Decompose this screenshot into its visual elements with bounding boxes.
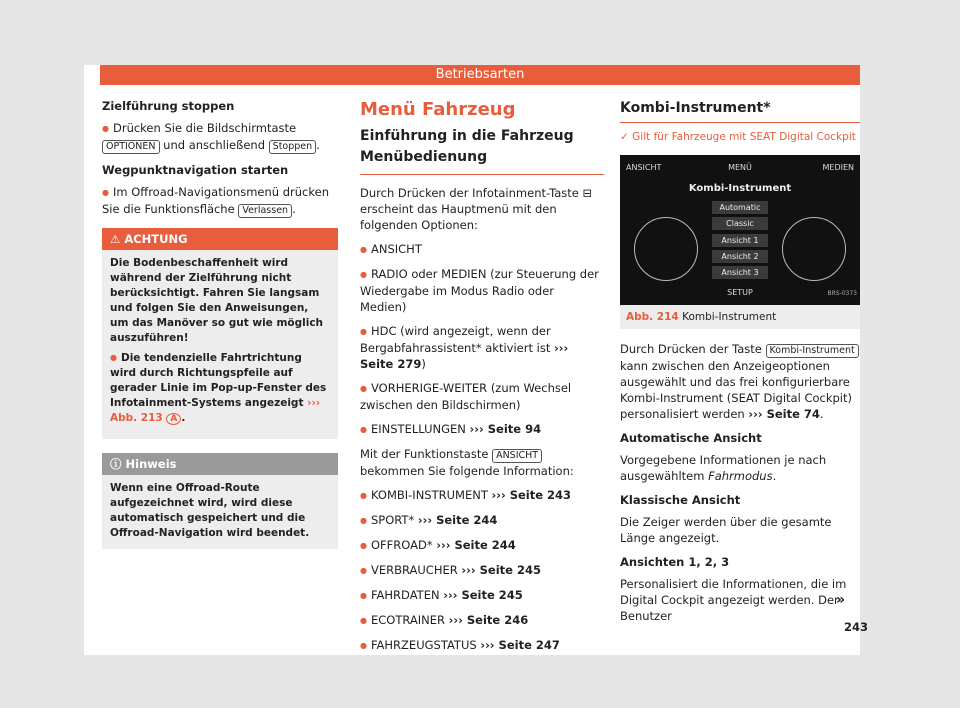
bullet-icon	[360, 613, 371, 627]
bullet-icon	[360, 563, 371, 577]
heading-vehicle-menu: Menü Fahrzeug	[360, 99, 516, 120]
bullet-icon	[360, 381, 371, 395]
page-link[interactable]: ››› Seite 246	[448, 613, 529, 627]
screen-setup: SETUP	[727, 288, 753, 297]
warning-body	[102, 250, 338, 439]
bullet-icon	[360, 267, 371, 281]
bullet-icon	[102, 121, 113, 135]
warning-text-2: ● Die tendenzielle Fahrtrichtung wird durch Richtungspfeile auf gerader Linie im Pop-up-Fenster des Infotainment-Systems angezeigt ››› Abb. 213 A .	[110, 350, 330, 427]
hint-body: Wenn eine Offroad-Route aufgezeichnet wird, wird diese automatisch gespeichert und die Offroad-Navigation wird beendet.	[102, 475, 338, 549]
subheading-views: Ansichten 1, 2, 3	[620, 555, 730, 569]
option-einstellungen: ● EINSTELLUNGEN ››› Seite 94	[360, 421, 604, 438]
bullet-icon	[360, 422, 371, 436]
screen-menu-item: Classic	[712, 217, 768, 230]
figure-code: BRS-0373	[827, 290, 857, 297]
hint-box	[102, 453, 338, 549]
list-item: ● OFFROAD* ››› Seite 244	[360, 537, 604, 554]
subheading-waypoint: Wegpunktnavigation starten	[102, 163, 289, 177]
figure-link[interactable]: ››› Abb. 213	[110, 397, 321, 424]
figure-number: Abb. 214	[626, 311, 679, 323]
subheading-auto: Automatische Ansicht	[620, 431, 762, 445]
page-number: 243	[843, 620, 868, 634]
bullet-icon	[102, 185, 113, 199]
views-paragraph: Personalisiert die Informationen, die im Digital Cockpit angezeigt werden. Der Benutzer	[620, 577, 847, 623]
option-radio: ● RADIO oder MEDIEN (zur Steuerung der Wiedergabe im Modus Radio oder Medien)	[360, 266, 604, 315]
hint-title: ⓘ Hinweis	[102, 453, 338, 475]
right-gauge-icon	[782, 217, 846, 281]
column-1	[102, 98, 338, 549]
subheading-stop: Zielführung stoppen	[102, 99, 235, 113]
subheading-classic: Klassische Ansicht	[620, 493, 741, 507]
kombi-paragraph: Durch Drücken der Taste Kombi-Instrument kann zwischen den Anzeigeoptionen ausgewählt und das frei konfigurierbare Kombi-Instrument (SEAT Digital Cockpit) personalisiert werden ››› Seite 74.	[620, 341, 860, 422]
auto-paragraph: Vorgegebene Informationen je nach ausgewähltem Fahrmodus.	[620, 453, 827, 483]
step-stop: ● Drücken Sie die Bildschirmtaste OPTIONEN und anschließend Stoppen .	[102, 120, 338, 154]
warning-title: ⚠ ACHTUNG	[102, 228, 338, 250]
key-optionen: OPTIONEN	[102, 140, 160, 154]
column-3	[620, 98, 860, 632]
option-vorherige: ● VORHERIGE-WEITER (zum Wechsel zwischen den Bildschirmen)	[360, 380, 604, 413]
list-item: ● FAHRDATEN ››› Seite 245	[360, 587, 604, 604]
warning-text-1: Die Bodenbeschaffenheit wird während der Zielführung nicht berücksichtigt. Fahren Sie langsam und folgen Sie den Anweisungen, um das Manöver so gut wie möglich auszuführen!	[110, 257, 324, 344]
key-stoppen: Stoppen	[269, 140, 317, 154]
top-band	[84, 50, 860, 66]
option-ansicht: ● ANSICHT	[360, 241, 604, 258]
screen-tab-menu: MENÜ	[728, 163, 752, 172]
list-item: ● FAHRZEUGSTATUS ››› Seite 247	[360, 637, 604, 654]
checkmark-icon: ✓	[620, 131, 633, 143]
screen-menu-item: Automatic	[712, 201, 768, 214]
applicability-note: ✓ Gilt für Fahrzeuge mit SEAT Digital Cockpit	[620, 131, 856, 143]
screen-tab-ansicht: ANSICHT	[626, 163, 662, 172]
view-list	[360, 487, 604, 654]
list-item: ● KOMBI-INSTRUMENT ››› Seite 243	[360, 487, 604, 504]
key-verlassen: Verlassen	[238, 204, 292, 218]
bullet-icon	[360, 324, 371, 338]
classic-paragraph: Die Zeiger werden über die gesamte Länge angezeigt.	[620, 515, 832, 545]
list-item: ● SPORT* ››› Seite 244	[360, 512, 604, 529]
warning-triangle-icon: ⚠	[110, 232, 125, 246]
page-link[interactable]: ››› Seite 243	[491, 488, 572, 502]
page-link[interactable]: ››› Seite 245	[443, 588, 523, 602]
screen-menu-item: Ansicht 2	[712, 250, 768, 263]
intro-text: Durch Drücken der Infotainment-Taste ⊟ erscheint das Hauptmenü mit den folgenden Optionen:	[360, 186, 593, 232]
bullet-icon	[360, 588, 371, 602]
screen-menu-item: Ansicht 1	[712, 234, 768, 247]
page-link[interactable]: ››› Seite 279	[360, 341, 569, 371]
screen-title: Kombi-Instrument	[688, 183, 792, 194]
key-ansicht: ANSICHT	[492, 449, 542, 463]
list-item: ● ECOTRAINER ››› Seite 246	[360, 612, 604, 629]
screen-tab-medien: MEDIEN	[822, 163, 854, 172]
kombi-screen-figure	[620, 155, 860, 305]
page-link[interactable]: ››› Seite 94	[469, 422, 542, 436]
figure-badge: A	[166, 413, 181, 425]
heading-introduction: Einführung in die Fahrzeug Menübedienung	[360, 126, 604, 175]
figure-caption: Abb. 214 Kombi-Instrument	[620, 305, 860, 329]
bullet-icon	[360, 242, 371, 256]
page-link[interactable]: ››› Seite 74	[748, 407, 820, 421]
screen-menu-item: Ansicht 3	[712, 266, 768, 279]
key-kombi-instrument: Kombi-Instrument	[766, 344, 859, 358]
continue-marker: »	[836, 592, 846, 608]
bullet-icon	[360, 513, 371, 527]
page-link[interactable]: ››› Seite 247	[480, 638, 560, 652]
info-icon: ⓘ	[110, 457, 126, 471]
bullet-icon	[360, 488, 371, 502]
page-link[interactable]: ››› Seite 244	[417, 513, 498, 527]
left-gauge-icon	[634, 217, 698, 281]
page-link[interactable]: ››› Seite 244	[436, 538, 516, 552]
warning-box	[102, 228, 338, 439]
step-waypoint: ● Im Offroad-Navigationsmenü drücken Sie die Funktionsfläche Verlassen .	[102, 184, 338, 218]
bullet-icon	[110, 352, 121, 364]
bullet-icon	[360, 538, 371, 552]
heading-kombi: Kombi-Instrument*	[620, 98, 860, 123]
column-2	[360, 98, 604, 662]
function-text: Mit der Funktionstaste ANSICHT bekommen Sie folgende Information:	[360, 447, 574, 478]
section-header: Betriebsarten	[100, 65, 860, 85]
list-item: ● VERBRAUCHER ››› Seite 245	[360, 562, 604, 579]
bullet-icon	[360, 638, 371, 652]
page-link[interactable]: ››› Seite 245	[461, 563, 541, 577]
option-hdc: ● HDC (wird angezeigt, wenn der Bergabfahrassistent* aktiviert ist ››› Seite 279)	[360, 323, 604, 372]
